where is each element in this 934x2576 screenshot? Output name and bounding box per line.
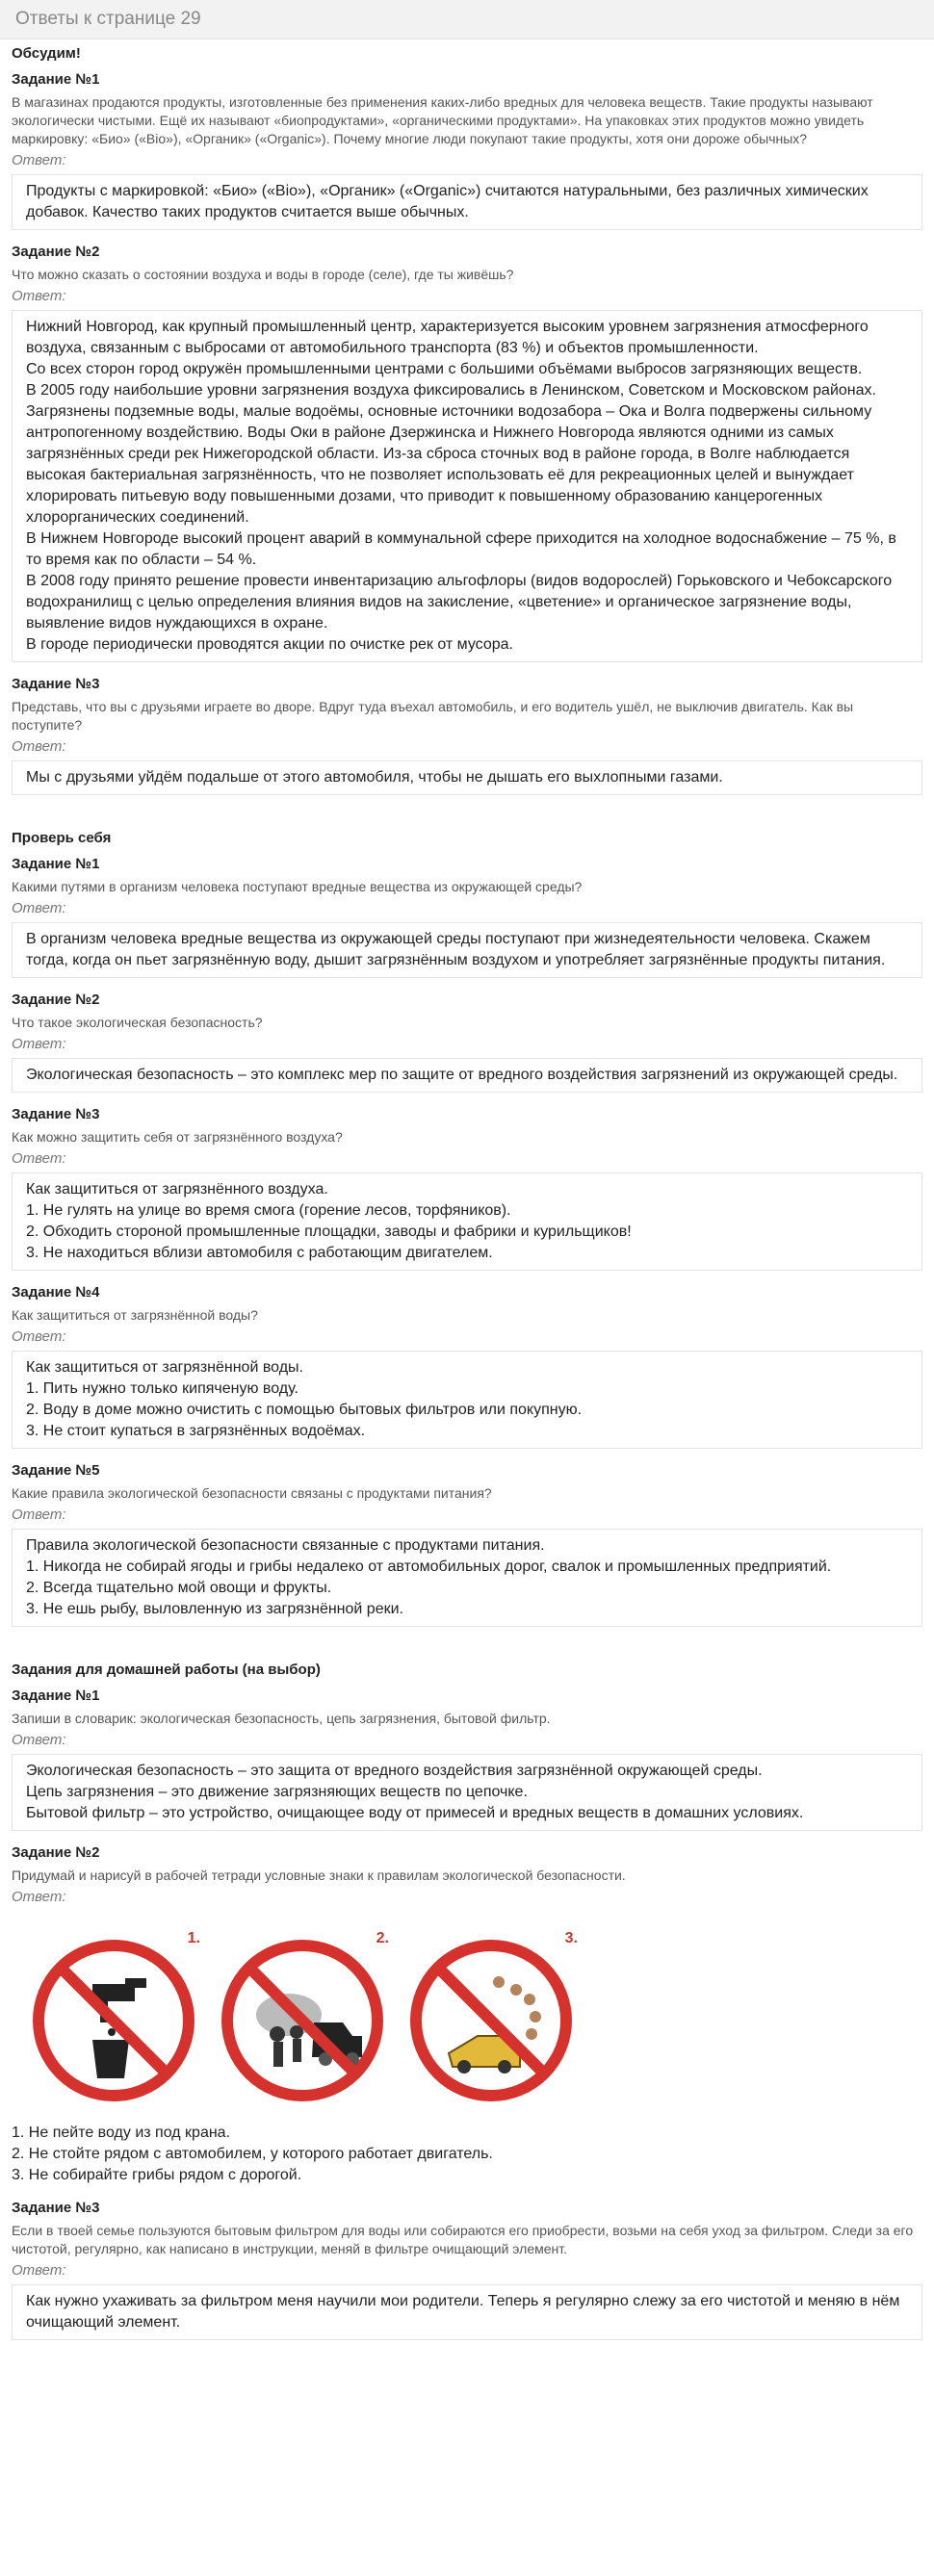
answer-line: Бытовой фильтр – это устройство, очищающее воду от примесей и вредных веществ в домашних условиях. xyxy=(26,1805,804,1821)
task-title: Задание №3 xyxy=(12,1106,100,1122)
task-question: Какие правила экологической безопасности связаны с продуктами питания? xyxy=(12,1485,492,1501)
section xyxy=(12,45,922,795)
answer-label: Ответ: xyxy=(12,900,66,916)
section xyxy=(12,1662,922,2340)
prohibition-sign xyxy=(410,1930,578,2101)
section-title: Обсудим! xyxy=(12,45,81,62)
task xyxy=(12,1462,922,1627)
answer-line: Экологическая безопасность – это комплекс мер по защите от вредного воздействия загрязнений из окружающей среды. xyxy=(26,1067,898,1083)
section-gap xyxy=(12,1640,922,1662)
task xyxy=(12,1687,922,1831)
task-question: В магазинах продаются продукты, изготовленные без применения каких-либо вредных для человека веществ. Такие продукты называют экологически чистыми. Ещё их называют «биопродуктами», «органическими продуктами». На упаковках этих продуктов можно увидеть маркировку: «Био» («Bio»), «Органик» («Organic»). Почему многие люди покупают такие продукты, хотя они дороже обычных? xyxy=(12,94,873,146)
task-title: Задание №5 xyxy=(12,1462,100,1479)
task-title: Задание №2 xyxy=(12,244,100,260)
answer-label: Ответ: xyxy=(12,738,66,755)
answer-box xyxy=(12,1754,922,1831)
answer-line: Как нужно ухаживать за фильтром меня научили мои родители. Теперь я регулярно слежу за его чистотой и меняю в нём очищающий элемент. xyxy=(26,2293,900,2331)
answer-line: В организм человека вредные вещества из окружающей среды поступают при жизнедеятельности человека. Скажем тогда, когда он пьет загрязнённую воду, дышит загрязнённым воздухом и употребляет загрязнённые продукты питания. xyxy=(26,931,886,968)
task-title: Задание №3 xyxy=(12,676,100,692)
answer-box xyxy=(12,922,922,978)
answer-line: Загрязнены подземные воды, малые водоёмы, основные источники водозабора – Ока и Волга подвержены сильному антропогенному воздействию. Воды Оки в районе Дзержинска и Нижнего Новгорода являются одними из самых загрязнённых среди рек Нижегородской области. Из-за сброса сточных вод в районе города, в Волге наблюдается высокая бактериальная загрязнённость, что не позволяет использовать её для рекреационных целей и вынуждает хлорировать питьевую воду повышенными дозами, что приводит к повышенному образованию канцерогенных хлорорганических соединений. xyxy=(26,403,872,526)
no-tap-water-icon xyxy=(33,2089,195,2105)
answer-label: Ответ: xyxy=(12,2262,66,2279)
list-item: 3. Не собирайте грибы рядом с дорогой. xyxy=(12,2167,302,2183)
answer-line: Правила экологической безопасности связанные с продуктами питания. xyxy=(26,1537,545,1554)
section-title: Задания для домашней работы (на выбор) xyxy=(12,1662,321,1678)
answer-line: В Нижнем Новгороде высокий процент аварий в коммунальной сфере приходится на холодное водоснабжение – 75 %, в то время как по области – 54 %. xyxy=(26,530,896,568)
answer-line: 1. Пить нужно только кипяченую воду. xyxy=(26,1380,298,1397)
answer-label: Ответ: xyxy=(12,1328,66,1345)
signs-row xyxy=(12,1911,922,2123)
task xyxy=(12,2200,922,2340)
answer-label: Ответ: xyxy=(12,1889,66,1905)
task-question: Представь, что вы с друзьями играете во дворе. Вдруг туда въехал автомобиль, и его водитель ушёл, не выключив двигатель. Как вы поступите? xyxy=(12,699,854,733)
answer-line: 3. Не стоит купаться в загрязнённых водоёмах. xyxy=(26,1423,366,1439)
answer-line: В 2008 году принято решение провести инвентаризацию альгофлоры (видов водорослей) Горьковского и Чебоксарского водохранилищ с целью определения влияния видов на закисление, «цветение» и органическое загрязнение воды, выявление видов нуждающихся в охране. xyxy=(26,573,893,631)
answer-line: 1. Не гулять на улице во время смога (горение лесов, торфяников). xyxy=(26,1202,511,1219)
answer-line: 1. Никогда не собирай ягоды и грибы недалеко от автомобильных дорог, свалок и промышленных предприятий. xyxy=(26,1558,832,1575)
answer-line: Продукты с маркировкой: «Био» («Bio»), «Органик» («Organic») считаются натуральными, без различных химических добавок. Качество таких продуктов считается выше обычных. xyxy=(26,183,869,220)
task-question: Что такое экологическая безопасность? xyxy=(12,1015,263,1030)
answer-line: Цепь загрязнения – это движение загрязняющих веществ по цепочке. xyxy=(26,1784,528,1800)
answer-line: Экологическая безопасность – это защита от вредного воздействия загрязнённой окружающей среды. xyxy=(26,1763,763,1779)
task-question: Что можно сказать о состоянии воздуха и воды в городе (селе), где ты живёшь? xyxy=(12,267,514,282)
sign-number: 3. xyxy=(564,1930,578,1946)
prohibition-sign xyxy=(33,1930,200,2101)
answer-line: 2. Воду в доме можно очистить с помощью бытовых фильтров или покупную. xyxy=(26,1402,583,1418)
answer-line: В 2005 году наибольшие уровни загрязнения воздуха фиксировались в Ленинском, Советском и Московском районах. xyxy=(26,382,876,399)
answer-box xyxy=(12,1351,922,1449)
task xyxy=(12,1106,922,1271)
answer-line: Как защититься от загрязнённой воды. xyxy=(26,1359,303,1376)
task-title: Задание №4 xyxy=(12,1284,100,1301)
answer-box xyxy=(12,760,922,795)
task-title: Задание №2 xyxy=(12,1844,100,1861)
task-title: Задание №2 xyxy=(12,992,100,1008)
task xyxy=(12,992,922,1093)
sign-number: 1. xyxy=(187,1930,200,1946)
answer-line: В городе периодически проводятся акции по очистке рек от мусора. xyxy=(26,636,513,653)
task xyxy=(12,676,922,795)
task-question: Какими путями в организм человека поступают вредные вещества из окружающей среды? xyxy=(12,879,583,894)
task-title: Задание №3 xyxy=(12,2200,100,2216)
task xyxy=(12,71,922,230)
sign-number: 2. xyxy=(376,1930,389,1946)
content xyxy=(0,39,934,2340)
answer-box xyxy=(12,174,922,230)
no-mushrooms-by-road-icon xyxy=(410,2089,572,2105)
list-item: 1. Не пейте воду из под крана. xyxy=(12,2125,231,2141)
task-question: Как защититься от загрязнённой воды? xyxy=(12,1307,258,1323)
prohibition-sign xyxy=(221,1930,389,2101)
no-exhaust-icon xyxy=(221,2089,383,2105)
answer-label: Ответ: xyxy=(12,1732,66,1748)
answer-label: Ответ: xyxy=(12,152,66,168)
answer-line: Мы с друзьями уйдём подальше от этого автомобиля, чтобы не дышать его выхлопными газами. xyxy=(26,769,723,786)
answer-label: Ответ: xyxy=(12,288,66,304)
section-title: Проверь себя xyxy=(12,830,112,846)
task xyxy=(12,1844,922,2186)
task xyxy=(12,856,922,978)
task-question: Запиши в словарик: экологическая безопасность, цепь загрязнения, бытовой фильтр. xyxy=(12,1711,551,1726)
answer-box xyxy=(12,1529,922,1627)
task-question: Как можно защитить себя от загрязнённого воздуха? xyxy=(12,1129,343,1145)
answer-label: Ответ: xyxy=(12,1150,66,1167)
rules-list xyxy=(12,2123,922,2186)
task-question: Придумай и нарисуй в рабочей тетради условные знаки к правилам экологической безопасности. xyxy=(12,1868,626,1883)
answer-label: Ответ: xyxy=(12,1507,66,1523)
page-header xyxy=(0,0,934,39)
answer-line: 2. Всегда тщательно мой овощи и фрукты. xyxy=(26,1580,332,1596)
answer-line: Со всех сторон город окружён промышленными центрами с большими объёмами выбросов загрязняющих веществ. xyxy=(26,361,863,377)
answer-box xyxy=(12,2284,922,2340)
answer-line: 3. Не находиться вблизи автомобиля с работающим двигателем. xyxy=(26,1245,493,1261)
answer-line: Нижний Новгород, как крупный промышленный центр, характеризуется высоким уровнем загрязнения атмосферного воздуха, связанным с выбросами от автомобильного транспорта (83 %) и объектов промышленности. xyxy=(26,319,869,356)
list-item: 2. Не стойте рядом с автомобилем, у которого работает двигатель. xyxy=(12,2146,493,2162)
answer-line: Как защититься от загрязнённого воздуха. xyxy=(26,1181,328,1198)
section xyxy=(12,830,922,1627)
answer-box xyxy=(12,1058,922,1093)
task xyxy=(12,1284,922,1449)
answer-line: 3. Не ешь рыбу, выловленную из загрязнённой реки. xyxy=(26,1601,403,1617)
answer-line: 2. Обходить стороной промышленные площадки, заводы и фабрики и курильщиков! xyxy=(26,1224,632,1240)
answer-box xyxy=(12,310,922,662)
answer-box xyxy=(12,1172,922,1271)
task-title: Задание №1 xyxy=(12,1687,100,1704)
answer-label: Ответ: xyxy=(12,1036,66,1052)
page-title: Ответы к странице 29 xyxy=(15,9,201,29)
task-question: Если в твоей семье пользуются бытовым фильтром для воды или собираются его приобрести, возьми на себя уход за фильтром. Следи за его чистотой, регулярно, как написано в инструкции, меняй в фильтре очищающий элемент. xyxy=(12,2223,914,2256)
task-title: Задание №1 xyxy=(12,71,100,88)
task-title: Задание №1 xyxy=(12,856,100,872)
task xyxy=(12,244,922,662)
section-gap xyxy=(12,809,922,830)
